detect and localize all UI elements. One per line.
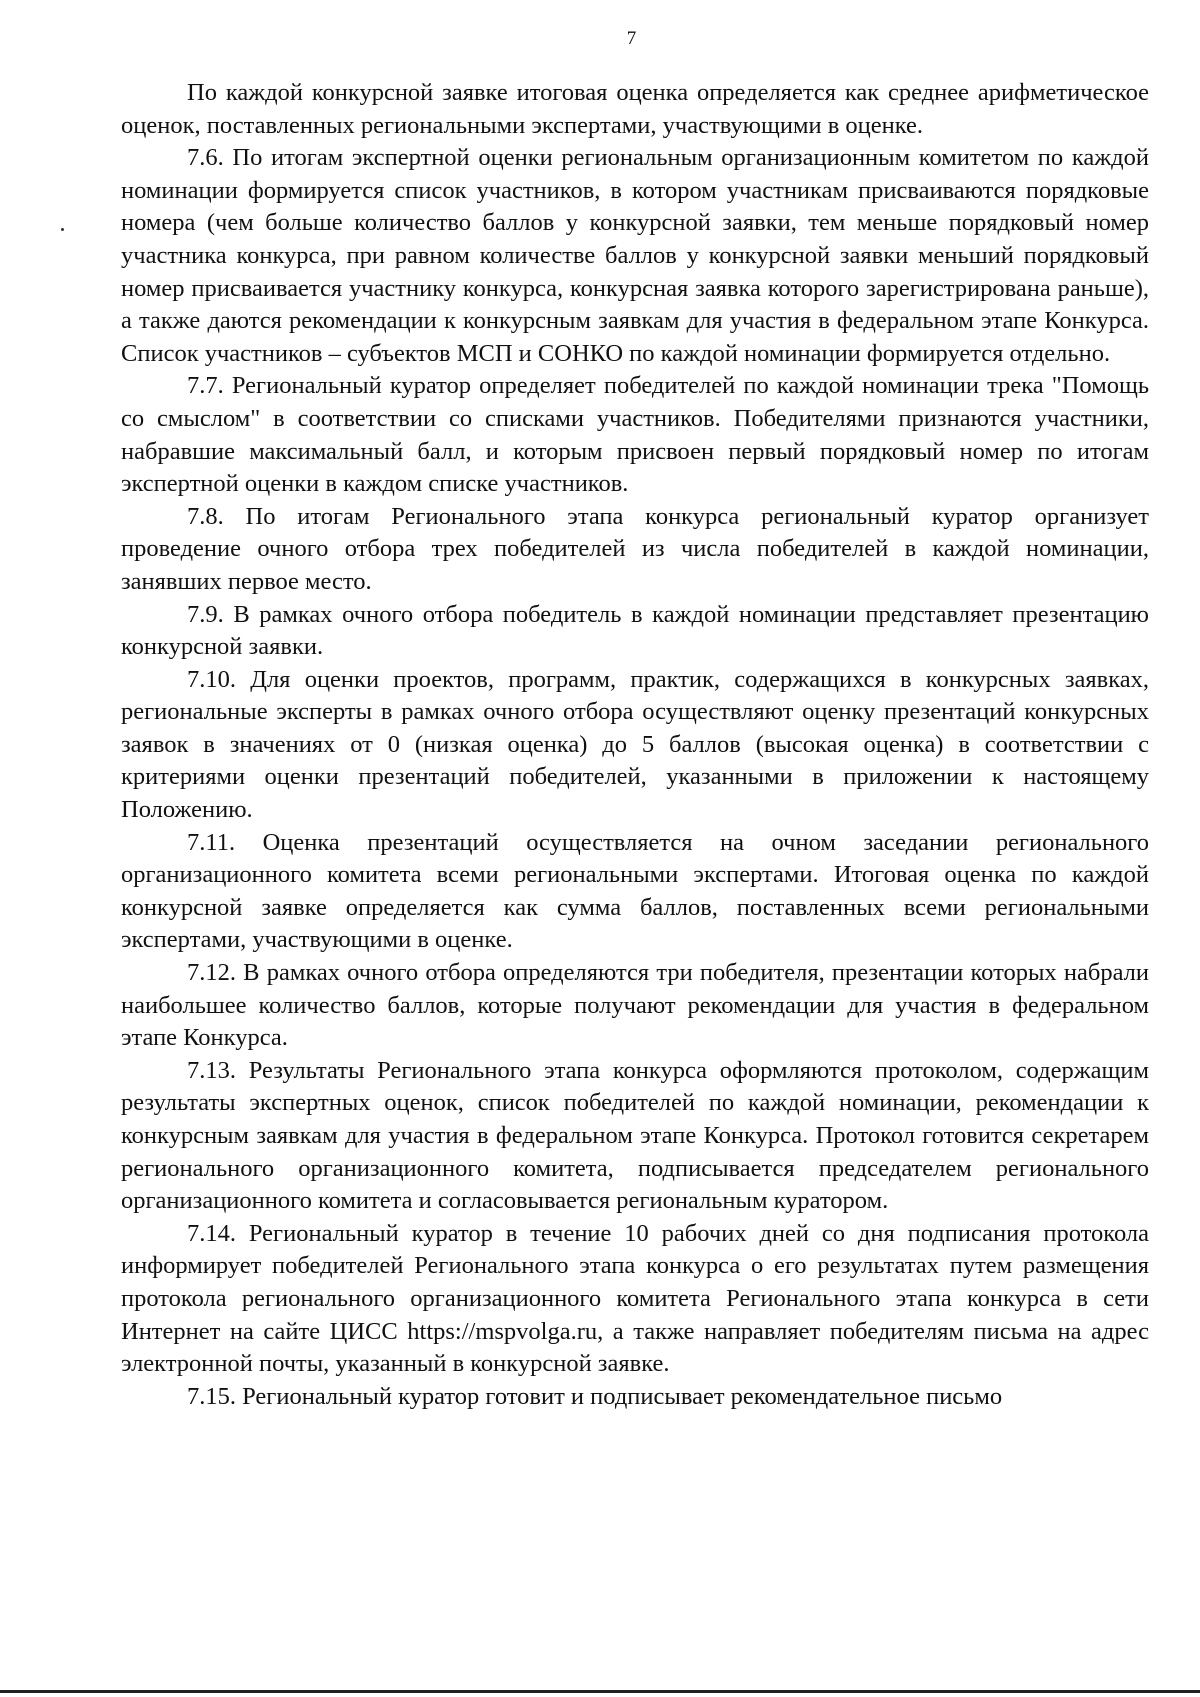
paragraph-7-5-continuation: По каждой конкурсной заявке итоговая оценка определяется как среднее арифметическое оценок, поставленных региональными экспертами, участвующими в оценке. [121, 79, 1149, 139]
paragraph-7-11: 7.11. Оценка презентаций осуществляется на очном заседании регионального организационного комитета всеми региональными экспертами. Итоговая оценка по каждой конкурсной заявке определяется как сумма баллов, поставленных всеми региональными экспертами, участвующими в оценке. [121, 828, 1149, 954]
paragraph-7-8: 7.8. По итогам Регионального этапа конкурса региональный куратор организует проведение очного отбора трех победителей из числа победителей в каждой номинации, занявших первое место. [121, 502, 1149, 595]
paragraph-7-7: 7.7. Региональный куратор определяет победителей по каждой номинации трека "Помощь со смыслом" в соответствии со списками участников. Победителями признаются участники, набравшие максимальный балл, и которым присвоен первый порядковый номер по итогам экспертной оценки в каждом списке участников. [121, 372, 1149, 498]
paragraph-7-9: 7.9. В рамках очного отбора победитель в каждой номинации представляет презентацию конкурсной заявки. [121, 600, 1149, 661]
document-body [121, 77, 1149, 1413]
page-number: 7 [626, 28, 637, 49]
paragraph-7-6: 7.6. По итогам экспертной оценки региональным организационным комитетом по каждой номинации формируется список участников, в котором участникам присваиваются порядковые номера (чем больше количество баллов у конкурсной заявки, тем меньше порядковый номер участника конкурса, при равном количестве баллов у конкурсной заявки меньший порядковый номер присваивается участнику конкурса, конкурсная заявка которого зарегистрирована раньше), а также даются рекомендации к конкурсным заявкам для участия в федеральном этапе Конкурса. Список участников – субъектов МСП и СОНКО по каждой номинации формируется отдельно. [121, 144, 1149, 367]
paragraph-7-13: 7.13. Результаты Регионального этапа конкурса оформляются протоколом, содержащим результаты экспертных оценок, список победителей по каждой номинации, рекомендации к конкурсным заявкам для участия в федеральном этапе Конкурса. Протокол готовится секретарем регионального организационного комитета, подписывается председателем регионального организационного комитета и согласовывается региональным куратором. [121, 1056, 1149, 1215]
paragraph-7-12: 7.12. В рамках очного отбора определяются три победителя, презентации которых набрали наибольшее количество баллов, которые получают рекомендации для участия в федеральном этапе Конкурса. [121, 959, 1149, 1052]
scan-bottom-edge [0, 1690, 1200, 1693]
paragraph-7-15: 7.15. Региональный куратор готовит и подписывает рекомендательное письмо [187, 1382, 1003, 1410]
paragraph-7-14: 7.14. Региональный куратор в течение 10 рабочих дней со дня подписания протокола информирует победителей Регионального этапа конкурса о его результатах путем размещения протокола регионального организационного комитета Регионального этапа конкурса в сети Интернет на сайте ЦИСС https://mspvolga.ru, а также направляет победителям письма на адрес электронной почты, указанный в конкурсной заявке. [121, 1219, 1149, 1378]
paragraph-7-10: 7.10. Для оценки проектов, программ, практик, содержащихся в конкурсных заявках, региональные эксперты в рамках очного отбора осуществляют оценку презентаций конкурсных заявок в значениях от 0 (низкая оценка) до 5 баллов (высокая оценка) в соответствии с критериями оценки презентаций победителей, указанными в приложении к настоящему Положению. [121, 665, 1149, 824]
scan-speck [61, 228, 64, 231]
